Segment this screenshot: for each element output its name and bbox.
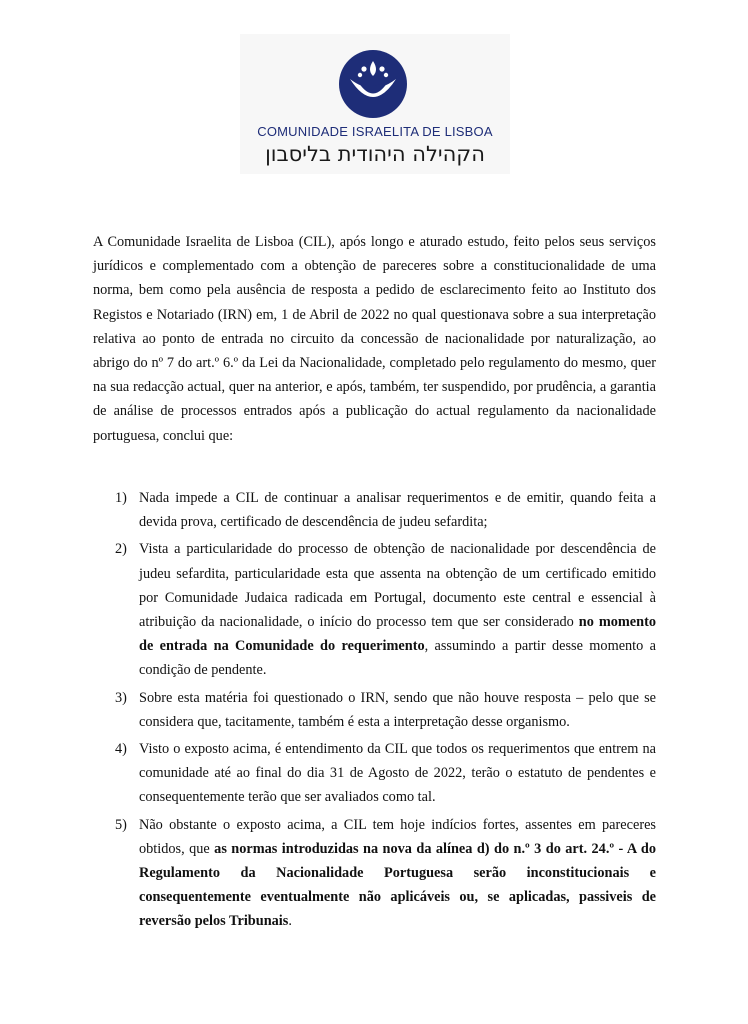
item-text-bold: no momento de entrada na Comunidade do requerimento [139, 614, 656, 655]
list-item [93, 537, 656, 682]
item-text: Vista a particularidade do processo de obtenção de nacionalidade por descendência de judeu sefardita, particularidade esta que assenta na obtenção de um certificado emitido por Comunidade Judaica radicada em Portugal, documento este central e essencial à atribuição da nacionalidade, o início do processo tem que ser considerado [139, 541, 656, 631]
item-text: Sobre esta matéria foi questionado o IRN, sendo que não houve resposta – pelo que se considera que, tacitamente, também é esta a interpretação desse organismo. [139, 689, 656, 730]
item-text: Nada impede a CIL de continuar a analisar requerimentos e de emitir, quando feita a devida prova, certificado de descendência de judeu sefardita; [139, 490, 656, 531]
item-number: 2) [115, 541, 127, 558]
list-item [93, 686, 656, 734]
list-item [93, 486, 656, 534]
organization-name-hebrew: הקהילה היהודית בליסבון [265, 142, 485, 166]
intro-paragraph: A Comunidade Israelita de Lisboa (CIL), após longo e aturado estudo, feito pelos seus serviços jurídicos e complementado com a obtenção de pareceres sobre a constitucionalidade de uma norma, bem como pela ausência de resposta a pedido de esclarecimento feito ao Instituto dos Registos e Notariado (IRN) em, 1 de Abril de 2022 no qual questionava sobre a sua interpretação relativa ao ponto de entrada no circuito da concessão de nacionalidade por naturalização, ao abrigo do nº 7 do art.º 6.º da Lei da Nacionalidade, completado pelo regulamento do mesmo, quer na sua redacção actual, quer na anterior, e após, também, ter suspendido, por prudência, a garantia de análise de processos entrados após a publicação do actual regulamento da nacionalidade portuguesa, conclui que: [93, 234, 656, 444]
cil-emblem-icon [338, 49, 408, 119]
conclusions-list [93, 486, 656, 937]
logo-header [240, 34, 510, 174]
item-number: 1) [115, 490, 127, 506]
item-text-end: , assumindo a partir desse momento a condição de pendente. [139, 638, 656, 679]
item-number: 4) [115, 741, 127, 758]
list-item [93, 813, 656, 934]
item-text-end: . [288, 913, 292, 930]
list-item [93, 737, 656, 810]
item-text-bold: as normas introduzidas na nova da alínea d) do n.º 3 do art. 24.º - A do Regulamento da Nacionalidade Portuguesa serão inconstitucionais e consequentemente eventualmente não aplicáveis ou, se aplicadas, passiveis de reversão pelos Tribunais [139, 840, 656, 930]
item-text: Não obstante o exposto acima, a CIL tem hoje indícios fortes, assentes em pareceres obtidos, que [139, 816, 656, 857]
organization-name: COMUNIDADE ISRAELITA DE LISBOA [257, 124, 493, 139]
item-number: 5) [115, 816, 127, 833]
item-text: Visto o exposto acima, é entendimento da CIL que todos os requerimentos que entrem na comunidade até ao final do dia 31 de Agosto de 2022, terão o estatuto de pendentes e consequentemente terão que ser avaliados como tal. [139, 741, 656, 806]
item-number: 3) [115, 689, 127, 706]
